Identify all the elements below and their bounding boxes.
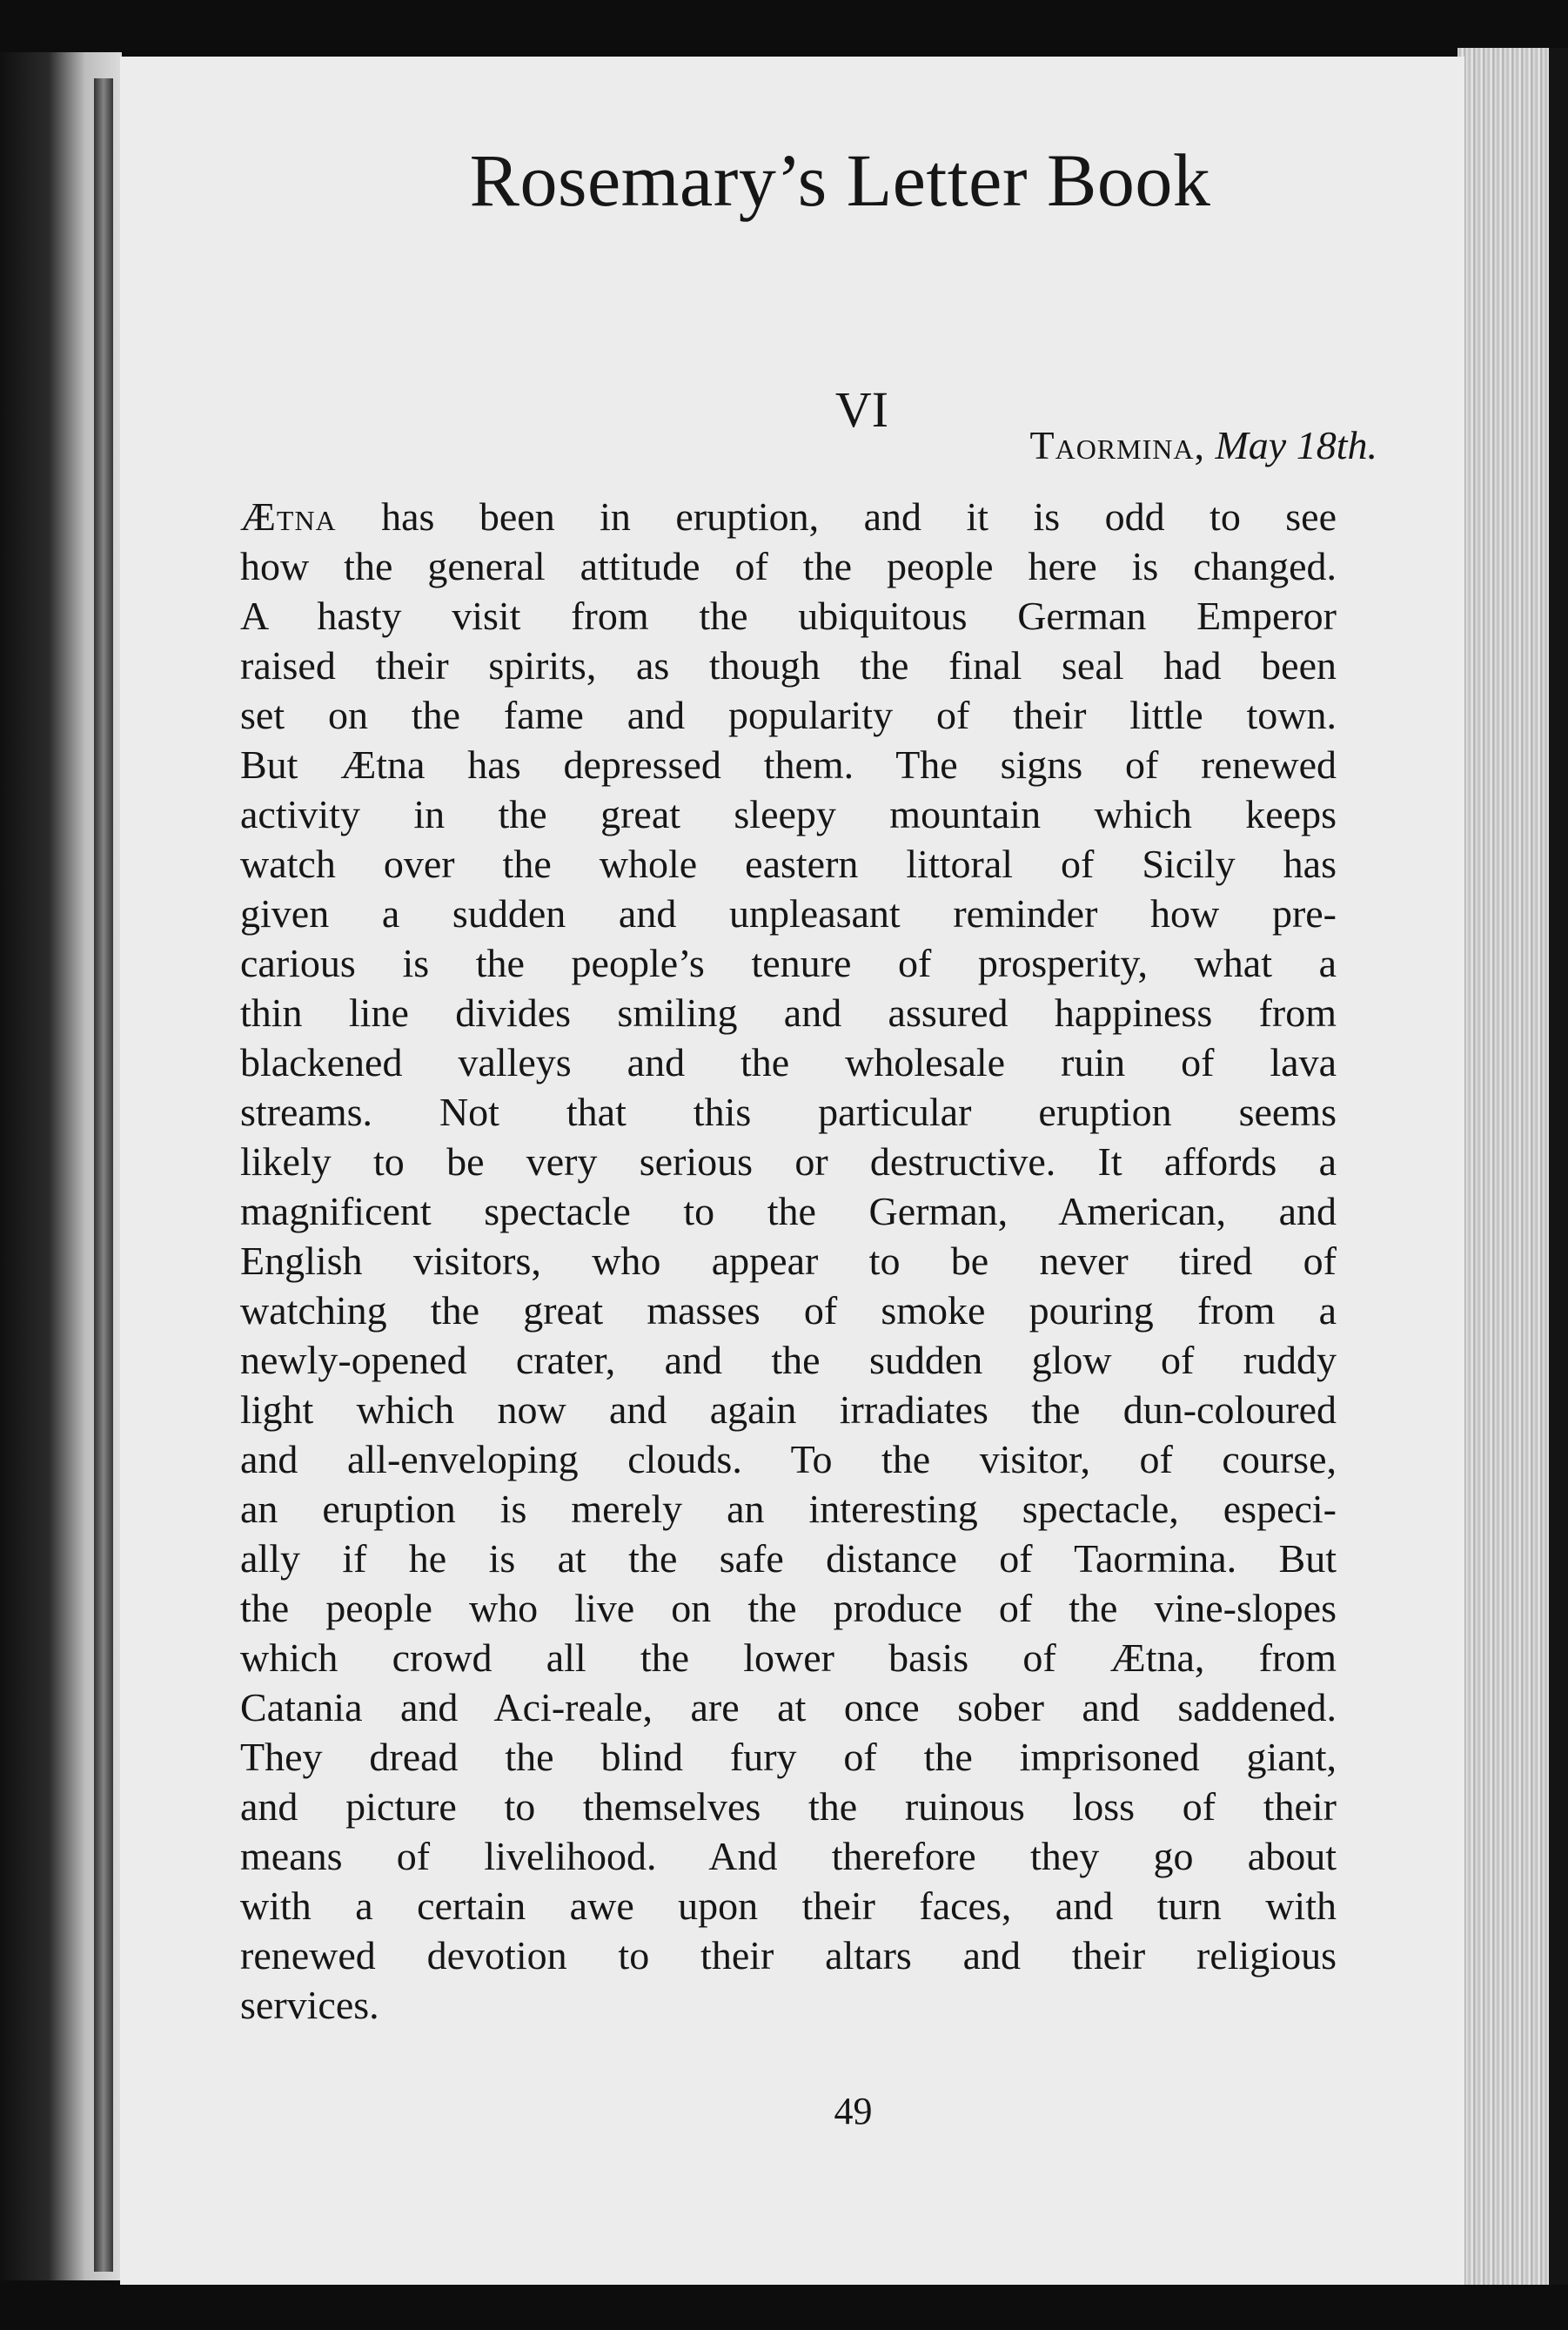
text-line (240, 492, 1337, 541)
first-line-rest: has been in eruption, and it is odd to see (336, 494, 1337, 539)
text-line: magnificent spectacle to the German, American, and (240, 1189, 1337, 1233)
text-line: how the general attitude of the people here is changed. (240, 544, 1337, 588)
text-line: streams. Not that this particular eruption seems (240, 1090, 1337, 1134)
text-line: likely to be very serious or destructive. It affords a (240, 1139, 1337, 1184)
text-line: and picture to themselves the ruinous loss of their (240, 1784, 1337, 1829)
text-line: ally if he is at the safe distance of Taormina. But (240, 1536, 1337, 1581)
page-stack-edge (1457, 48, 1558, 2285)
text-line: They dread the blind fury of the imprisoned giant, (240, 1735, 1337, 1779)
text-line: the people who live on the produce of the vine-slopes (240, 1586, 1337, 1630)
text-line: Catania and Aci-reale, are at once sober and saddened. (240, 1685, 1337, 1729)
text-line: light which now and again irradiates the dun-coloured (240, 1387, 1337, 1432)
text-line: which crowd all the lower basis of Ætna, from (240, 1635, 1337, 1680)
text-line: set on the fame and popularity of their little town. (240, 693, 1337, 737)
text-line: renewed devotion to their altars and their religious (240, 1933, 1337, 1977)
lead-word: Ætna (240, 494, 337, 539)
running-head: Rosemary’s Letter Book (469, 138, 1211, 222)
text-line: means of livelihood. And therefore they go about (240, 1834, 1337, 1878)
text-line: watching the great masses of smoke pouring from a (240, 1288, 1337, 1333)
text-line: thin line divides smiling and assured happiness from (240, 990, 1337, 1035)
text-line: But Ætna has depressed them. The signs of renewed (240, 742, 1337, 787)
chapter-number: VI (834, 381, 889, 438)
text-line-final: services. (240, 1983, 379, 2027)
text-line: carious is the people’s tenure of prosperity, what a (240, 941, 1337, 985)
text-line: with a certain awe upon their faces, and turn with (240, 1883, 1337, 1928)
text-line: watch over the whole eastern littoral of Sicily has (240, 842, 1337, 886)
dateline-place: Taormina, (1029, 423, 1205, 467)
text-line: English visitors, who appear to be never tired of (240, 1239, 1337, 1283)
dateline-date: May 18th. (1215, 423, 1377, 467)
page-number: 49 (834, 2090, 873, 2132)
book-page (120, 57, 1464, 2285)
text-line: newly-opened crater, and the sudden glow of ruddy (240, 1338, 1337, 1382)
text-line: activity in the great sleepy mountain which keeps (240, 792, 1337, 836)
text-line: and all-enveloping clouds. To the visitor, of course, (240, 1437, 1337, 1481)
text-line: A hasty visit from the ubiquitous German Emperor (240, 594, 1337, 638)
text-line: an eruption is merely an interesting spectacle, especi- (240, 1487, 1337, 1531)
binding-shadow (94, 78, 113, 2272)
text-line: given a sudden and unpleasant reminder how pre- (240, 891, 1337, 936)
text-line: raised their spirits, as though the final seal had been (240, 643, 1337, 688)
dateline (1029, 422, 1377, 468)
right-margin-shadow (1549, 48, 1568, 2285)
letter-body (240, 492, 1337, 2030)
text-line: blackened valleys and the wholesale ruin of lava (240, 1040, 1337, 1084)
